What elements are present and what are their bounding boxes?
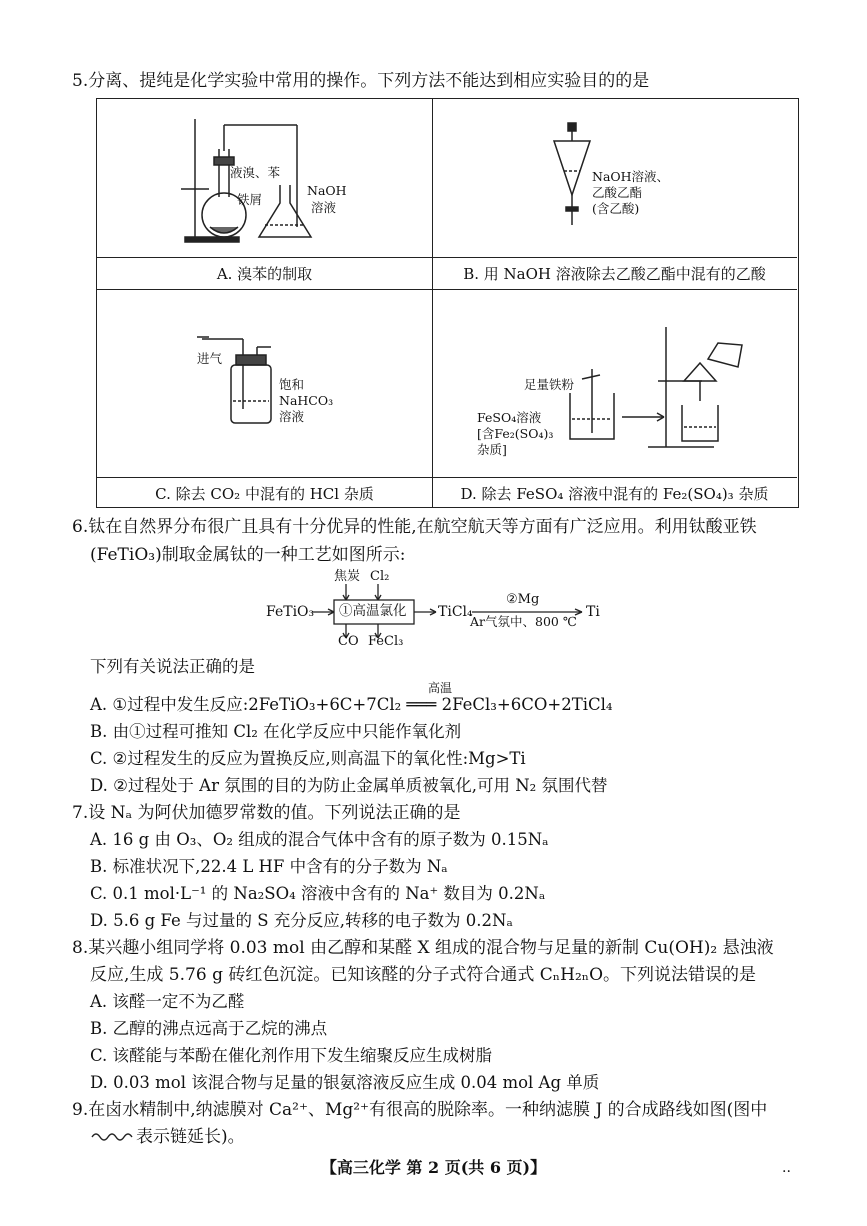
- label-b-line1: NaOH溶液、: [592, 169, 670, 184]
- q8-option-c: C. 该醛能与苯酚在催化剂作用下发生缩聚反应生成树脂: [90, 1046, 493, 1065]
- label-c-line2: NaHCO₃: [279, 393, 334, 408]
- q7-option-d: D. 5.6 g Fe 与过量的 S 充分反应,转移的电子数为 0.2Nₐ: [90, 911, 513, 930]
- q5-figure-table: [96, 98, 799, 508]
- label-a-naoh: NaOH: [307, 183, 347, 198]
- flow-output-fecl3: FeCl₃: [368, 634, 404, 649]
- q7-title: 7.设 Nₐ 为阿伏加德罗常数的值。下列说法正确的是: [72, 803, 461, 823]
- label-d-iron: 足量铁粉: [524, 377, 575, 392]
- q6-option-d: D. ②过程处于 Ar 氛围的目的为防止金属单质被氧化,可用 N₂ 氛围代替: [90, 776, 608, 795]
- chain-extension-wavy-icon: [90, 1130, 134, 1144]
- apparatus-c-diagram: [97, 289, 432, 477]
- label-d-line2: [含Fe₂(SO₄)₃: [477, 426, 554, 441]
- q7-option-c: C. 0.1 mol·L⁻¹ 的 Na₂SO₄ 溶液中含有的 Na⁺ 数目为 0.2Nₐ: [90, 884, 546, 903]
- q8-title-line2: 反应,生成 5.76 g 砖红色沉淀。已知该醛的分子式符合通式 CₙH₂ₙO。下列说法错误的是: [90, 965, 757, 985]
- label-d-line1: FeSO₄溶液: [477, 410, 542, 425]
- q6-title-line2: (FeTiO₃)制取金属钛的一种工艺如图所示:: [90, 545, 406, 565]
- q8-title-line1: 8.某兴趣小组同学将 0.03 mol 由乙醇和某醛 X 组成的混合物与足量的新制 Cu(OH)₂ 悬浊液: [72, 938, 774, 958]
- flow-input-cl2: Cl₂: [370, 569, 390, 584]
- flow-step2-condition: Ar气氛中、800 ℃: [470, 614, 577, 629]
- q6-prompt: 下列有关说法正确的是: [90, 657, 255, 676]
- caption-b: B. 用 NaOH 溶液除去乙酸乙酯中混有的乙酸: [463, 265, 766, 283]
- flow-output-co: CO: [338, 634, 359, 649]
- label-d-line3: 杂质]: [477, 442, 507, 457]
- q6-option-b: B. 由①过程可推知 Cl₂ 在化学反应中只能作氧化剂: [90, 722, 462, 741]
- q6-option-c: C. ②过程发生的反应为置换反应,则高温下的氧化性:Mg>Ti: [90, 749, 526, 768]
- label-a-solution: 溶液: [311, 200, 337, 215]
- caption-d: D. 除去 FeSO₄ 溶液中混有的 Fe₂(SO₄)₃ 杂质: [460, 485, 769, 503]
- q6-option-a: A. ①过程中发生反应:2FeTiO₃+6C+7Cl₂ ═══ 2FeCl₃+6CO+2TiCl₄: [90, 695, 613, 714]
- label-c-inlet: 进气: [197, 351, 223, 366]
- flow-mid: TiCl₄: [438, 604, 473, 620]
- q5-title: 5.分离、提纯是化学实验中常用的操作。下列方法不能达到相应实验目的的是: [72, 71, 650, 91]
- q6-reaction-condition: 高温: [428, 681, 453, 695]
- label-c-line3: 溶液: [279, 409, 305, 424]
- q9-title-line2: 表示链延长)。: [136, 1127, 245, 1147]
- page-footer: 【高三化学 第 2 页(共 6 页)】: [320, 1158, 547, 1177]
- flow-start: FeTiO₃: [266, 604, 315, 620]
- q8-option-a: A. 该醛一定不为乙醛: [90, 992, 245, 1011]
- q9-title-line1: 9.在卤水精制中,纳滤膜对 Ca²⁺、Mg²⁺有很高的脱除率。一种纳滤膜 J 的合成路线如图(图中: [72, 1100, 768, 1120]
- caption-a: A. 溴苯的制取: [216, 265, 313, 283]
- q7-option-b: B. 标准状况下,22.4 L HF 中含有的分子数为 Nₐ: [90, 857, 448, 876]
- label-b-line3: (含乙酸): [592, 201, 640, 216]
- flow-step2-reagent: ②Mg: [506, 592, 540, 607]
- table-hline-1: [97, 257, 797, 258]
- corner-mark: ..: [782, 1160, 791, 1176]
- q6-title-line1: 6.钛在自然界分布很广且具有十分优异的性能,在航空航天等方面有广泛应用。利用钛酸亚铁: [72, 517, 757, 537]
- flow-end: Ti: [586, 604, 600, 620]
- label-a-iron: 铁屑: [237, 192, 263, 207]
- label-a-flask-contents: 液溴、苯: [230, 165, 281, 180]
- caption-c: C. 除去 CO₂ 中混有的 HCl 杂质: [155, 485, 374, 503]
- q7-option-a: A. 16 g 由 O₃、O₂ 组成的混合气体中含有的原子数为 0.15Nₐ: [90, 830, 549, 849]
- flow-input-coke: 焦炭: [334, 569, 361, 584]
- flow-step1-box: ①高温氯化: [339, 603, 407, 619]
- label-b-line2: 乙酸乙酯: [592, 185, 643, 200]
- table-hline-3: [97, 477, 797, 478]
- q8-option-b: B. 乙醇的沸点远高于乙烷的沸点: [90, 1019, 328, 1038]
- label-c-line1: 饱和: [279, 377, 305, 392]
- q8-option-d: D. 0.03 mol 该混合物与足量的银氨溶液反应生成 0.04 mol Ag 单质: [90, 1073, 600, 1092]
